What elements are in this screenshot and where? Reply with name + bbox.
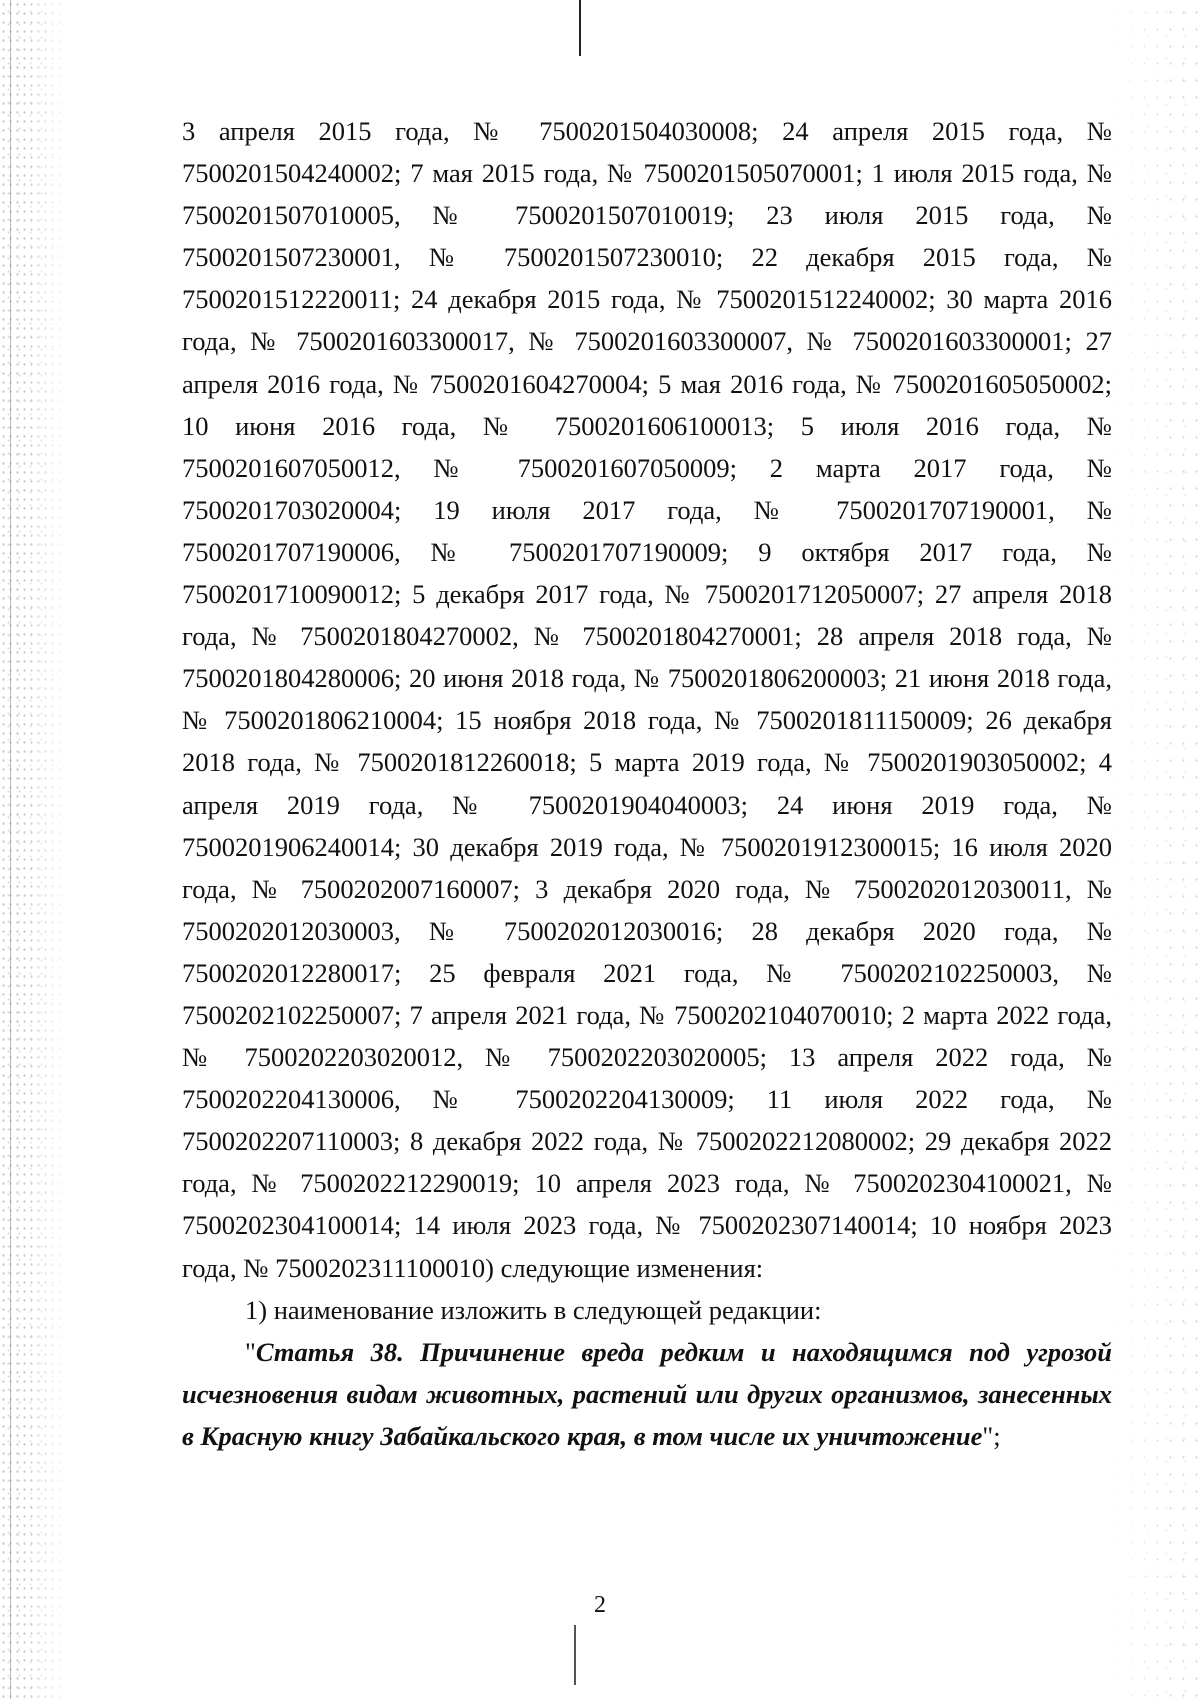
scan-noise-left bbox=[0, 0, 70, 1699]
amendment-item-1: 1) наименование изложить в следующей редакции: bbox=[245, 1294, 822, 1325]
document-body bbox=[182, 110, 1112, 1457]
article-title-paragraph bbox=[182, 1331, 1112, 1457]
page-number: 2 bbox=[594, 1592, 606, 1618]
article-title-close: "; bbox=[982, 1420, 1001, 1451]
scan-noise-right bbox=[1110, 0, 1200, 1699]
intro-paragraph: 3 апреля 2015 года, № 7500201504030008; 24 апреля 2015 года, № 7500201504240002; 7 мая 2015 года, № 7500201505070001; 1 июля 2015 года, № 7500201507010005, № 7500201507010019; 23 июля 2015 года, № 7500201507230001, № 7500201507230010; 22 декабря 2015 года, № 7500201512220011; 24 декабря 2015 года, № 7500201512240002; 30 марта 2016 года, № 7500201603300017, № 7500201603300007, № 7500201603300001; 27 апреля 2016 года, № 7500201604270004; 5 мая 2016 года, № 7500201605050002; 10 июня 2016 года, № 7500201606100013; 5 июля 2016 года, № 7500201607050012, № 7500201607050009; 2 марта 2017 года, № 7500201703020004; 19 июля 2017 года, № 7500201707190001, № 7500201707190006, № 7500201707190009; 9 октября 2017 года, № 7500201710090012; 5 декабря 2017 года, № 7500201712050007; 27 апреля 2018 года, № 7500201804270002, № 7500201804270001; 28 апреля 2018 года, № 7500201804280006; 20 июня 2018 года, № 7500201806200003; 21 июня 2018 года, № 7500201806210004; 15 ноября 2018 года, № 7500201811150009; 26 декабря 2018 года, № 7500201812260018; 5 марта 2019 года, № 7500201903050002; 4 апреля 2019 года, № 7500201904040003; 24 июня 2019 года, № 7500201906240014; 30 декабря 2019 года, № 7500201912300015; 16 июля 2020 года, № 7500202007160007; 3 декабря 2020 года, № 7500202012030011, № 7500202012030003, № 7500202012030016; 28 декабря 2020 года, № 7500202012280017; 25 февраля 2021 года, № 7500202102250003, № 7500202102250007; 7 апреля 2021 года, № 7500202104070010; 2 марта 2022 года, № 7500202203020012, № 7500202203020005; 13 апреля 2022 года, № 7500202204130006, № 7500202204130009; 11 июля 2022 года, № 7500202207110003; 8 декабря 2022 года, № 7500202212080002; 29 декабря 2022 года, № 7500202212290019; 10 апреля 2023 года, № 7500202304100021, № 7500202304100014; 14 июля 2023 года, № 7500202307140014; 10 ноября 2023 года, № 7500202311100010) следующие изменения: bbox=[182, 116, 1112, 1283]
article-title: Статья 38. Причинение вреда редким и находящимся под угрозой исчезновения видам животных, растений или других организмов, занесенных в Красную книгу Забайкальского края, в том числе их уничтожение bbox=[182, 1336, 1112, 1451]
article-title-open-quote: " bbox=[245, 1336, 256, 1367]
scan-fold-line-bottom bbox=[574, 1625, 576, 1685]
scan-fold-line-top bbox=[579, 0, 581, 56]
